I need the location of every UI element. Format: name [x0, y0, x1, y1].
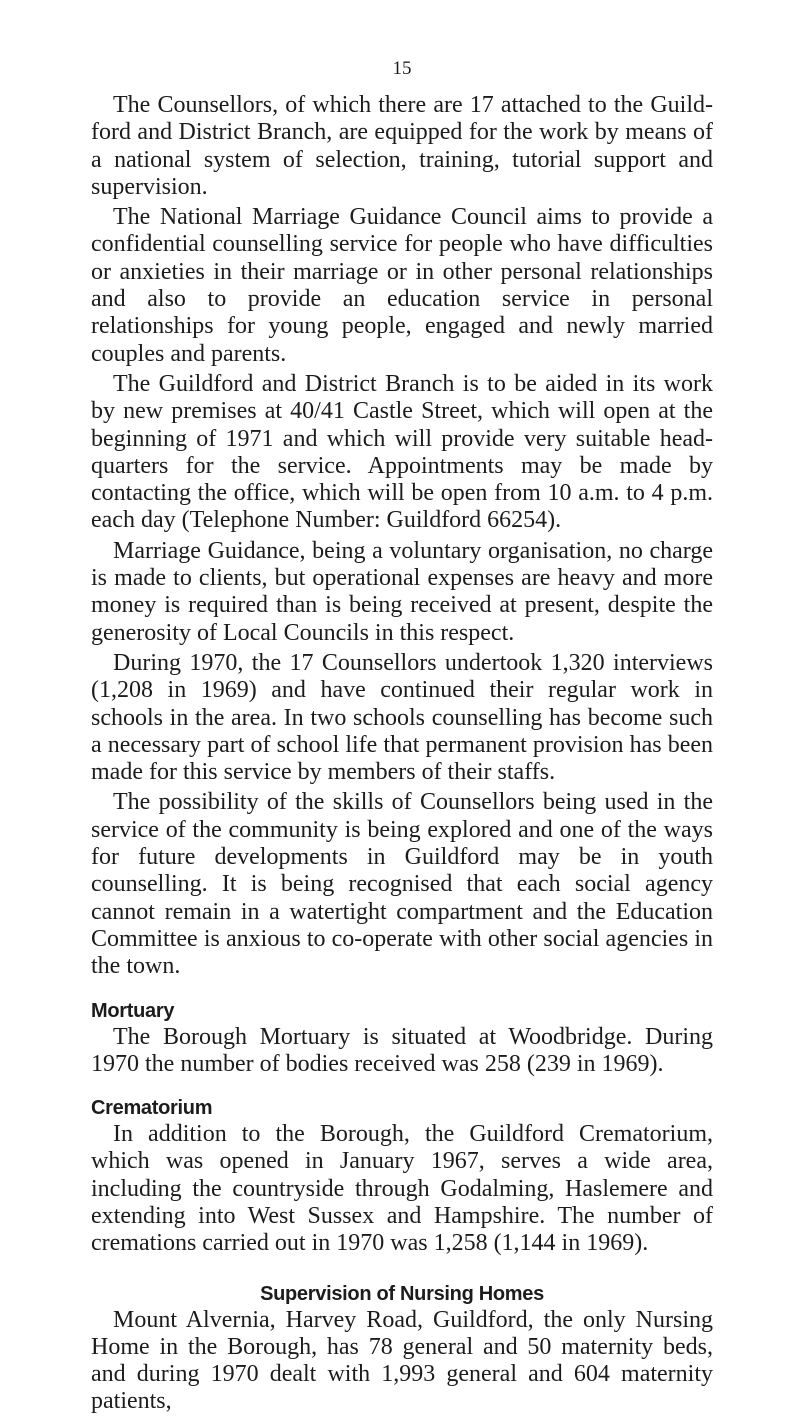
body-text — [91, 92, 713, 1416]
heading-nursing-homes: Supervision of Nursing Homes — [260, 1282, 544, 1305]
heading-crematorium: Crematorium — [91, 1097, 213, 1120]
paragraph-counsellors-training: The Counsellors, of which there are 17 attached to the Guildford and District Branch, are equipped for the work by means of a national system of selection, training, tutorial support and supervision. — [91, 92, 713, 200]
paragraph-new-premises: The Guildford and District Branch is to be aided in its work by new premises at 40/41 Castle Street, which will open at the beginning of 1971 and which will provide very suitable headquarters for the service. Appointments may be made by contacting the office, which will be open from 10 a.m. to 4 p.m. each day (Telephone Number: Guildford 66254). — [91, 370, 713, 534]
page-number: 15 — [392, 58, 412, 79]
paragraph-mortuary: The Borough Mortuary is situated at Woodbridge. During 1970 the number of bodies received was 258 (239 in 1969). — [91, 1023, 713, 1077]
paragraph-youth-counselling: The possibility of the skills of Counsellors being used in the service of the community is being explored and one of the ways for future developments in Guildford may be in youth counselling. It is being recognised that each social agency cannot remain in a watertight compartment and the Education Committee is anxious to co-operate with other social agencies in the town. — [91, 789, 713, 980]
paragraph-funding: Marriage Guidance, being a voluntary organisation, no charge is made to clients, but operational expenses are heavy and more money is required than is being received at present, despite the generosity of Local Councils in this respect. — [91, 537, 713, 646]
paragraph-nursing-homes: Mount Alvernia, Harvey Road, Guildford, the only Nursing Home in the Borough, has 78 general and 50 maternity beds, and during 1970 dealt with 1,993 general and 604 maternity patients, — [91, 1306, 713, 1415]
paragraph-crematorium: In addition to the Borough, the Guildford Crematorium, which was opened in January 1967, serves a wide area, including the countryside through Godalming, Haslemere and extending into West Sussex and Hampshire. The number of cremations carried out in 1970 was 1,258 (1,144 in 1969). — [91, 1121, 713, 1257]
heading-mortuary: Mortuary — [91, 999, 175, 1022]
paragraph-council-aims: The National Marriage Guidance Council aims to provide a confidential counselling service for people who have difficulties or anxieties in their marriage or in other personal relationships and also to provide an education service in personal relationships for young people, engaged and newly married couples and parents. — [91, 204, 713, 367]
paragraph-interviews-1970: During 1970, the 17 Counsellors undertook 1,320 interviews (1,208 in 1969) and have continued their regular work in schools in the area. In two schools counselling has become such a necessary part of school life that permanent provision has been made for this service by members of their staffs. — [91, 649, 713, 786]
